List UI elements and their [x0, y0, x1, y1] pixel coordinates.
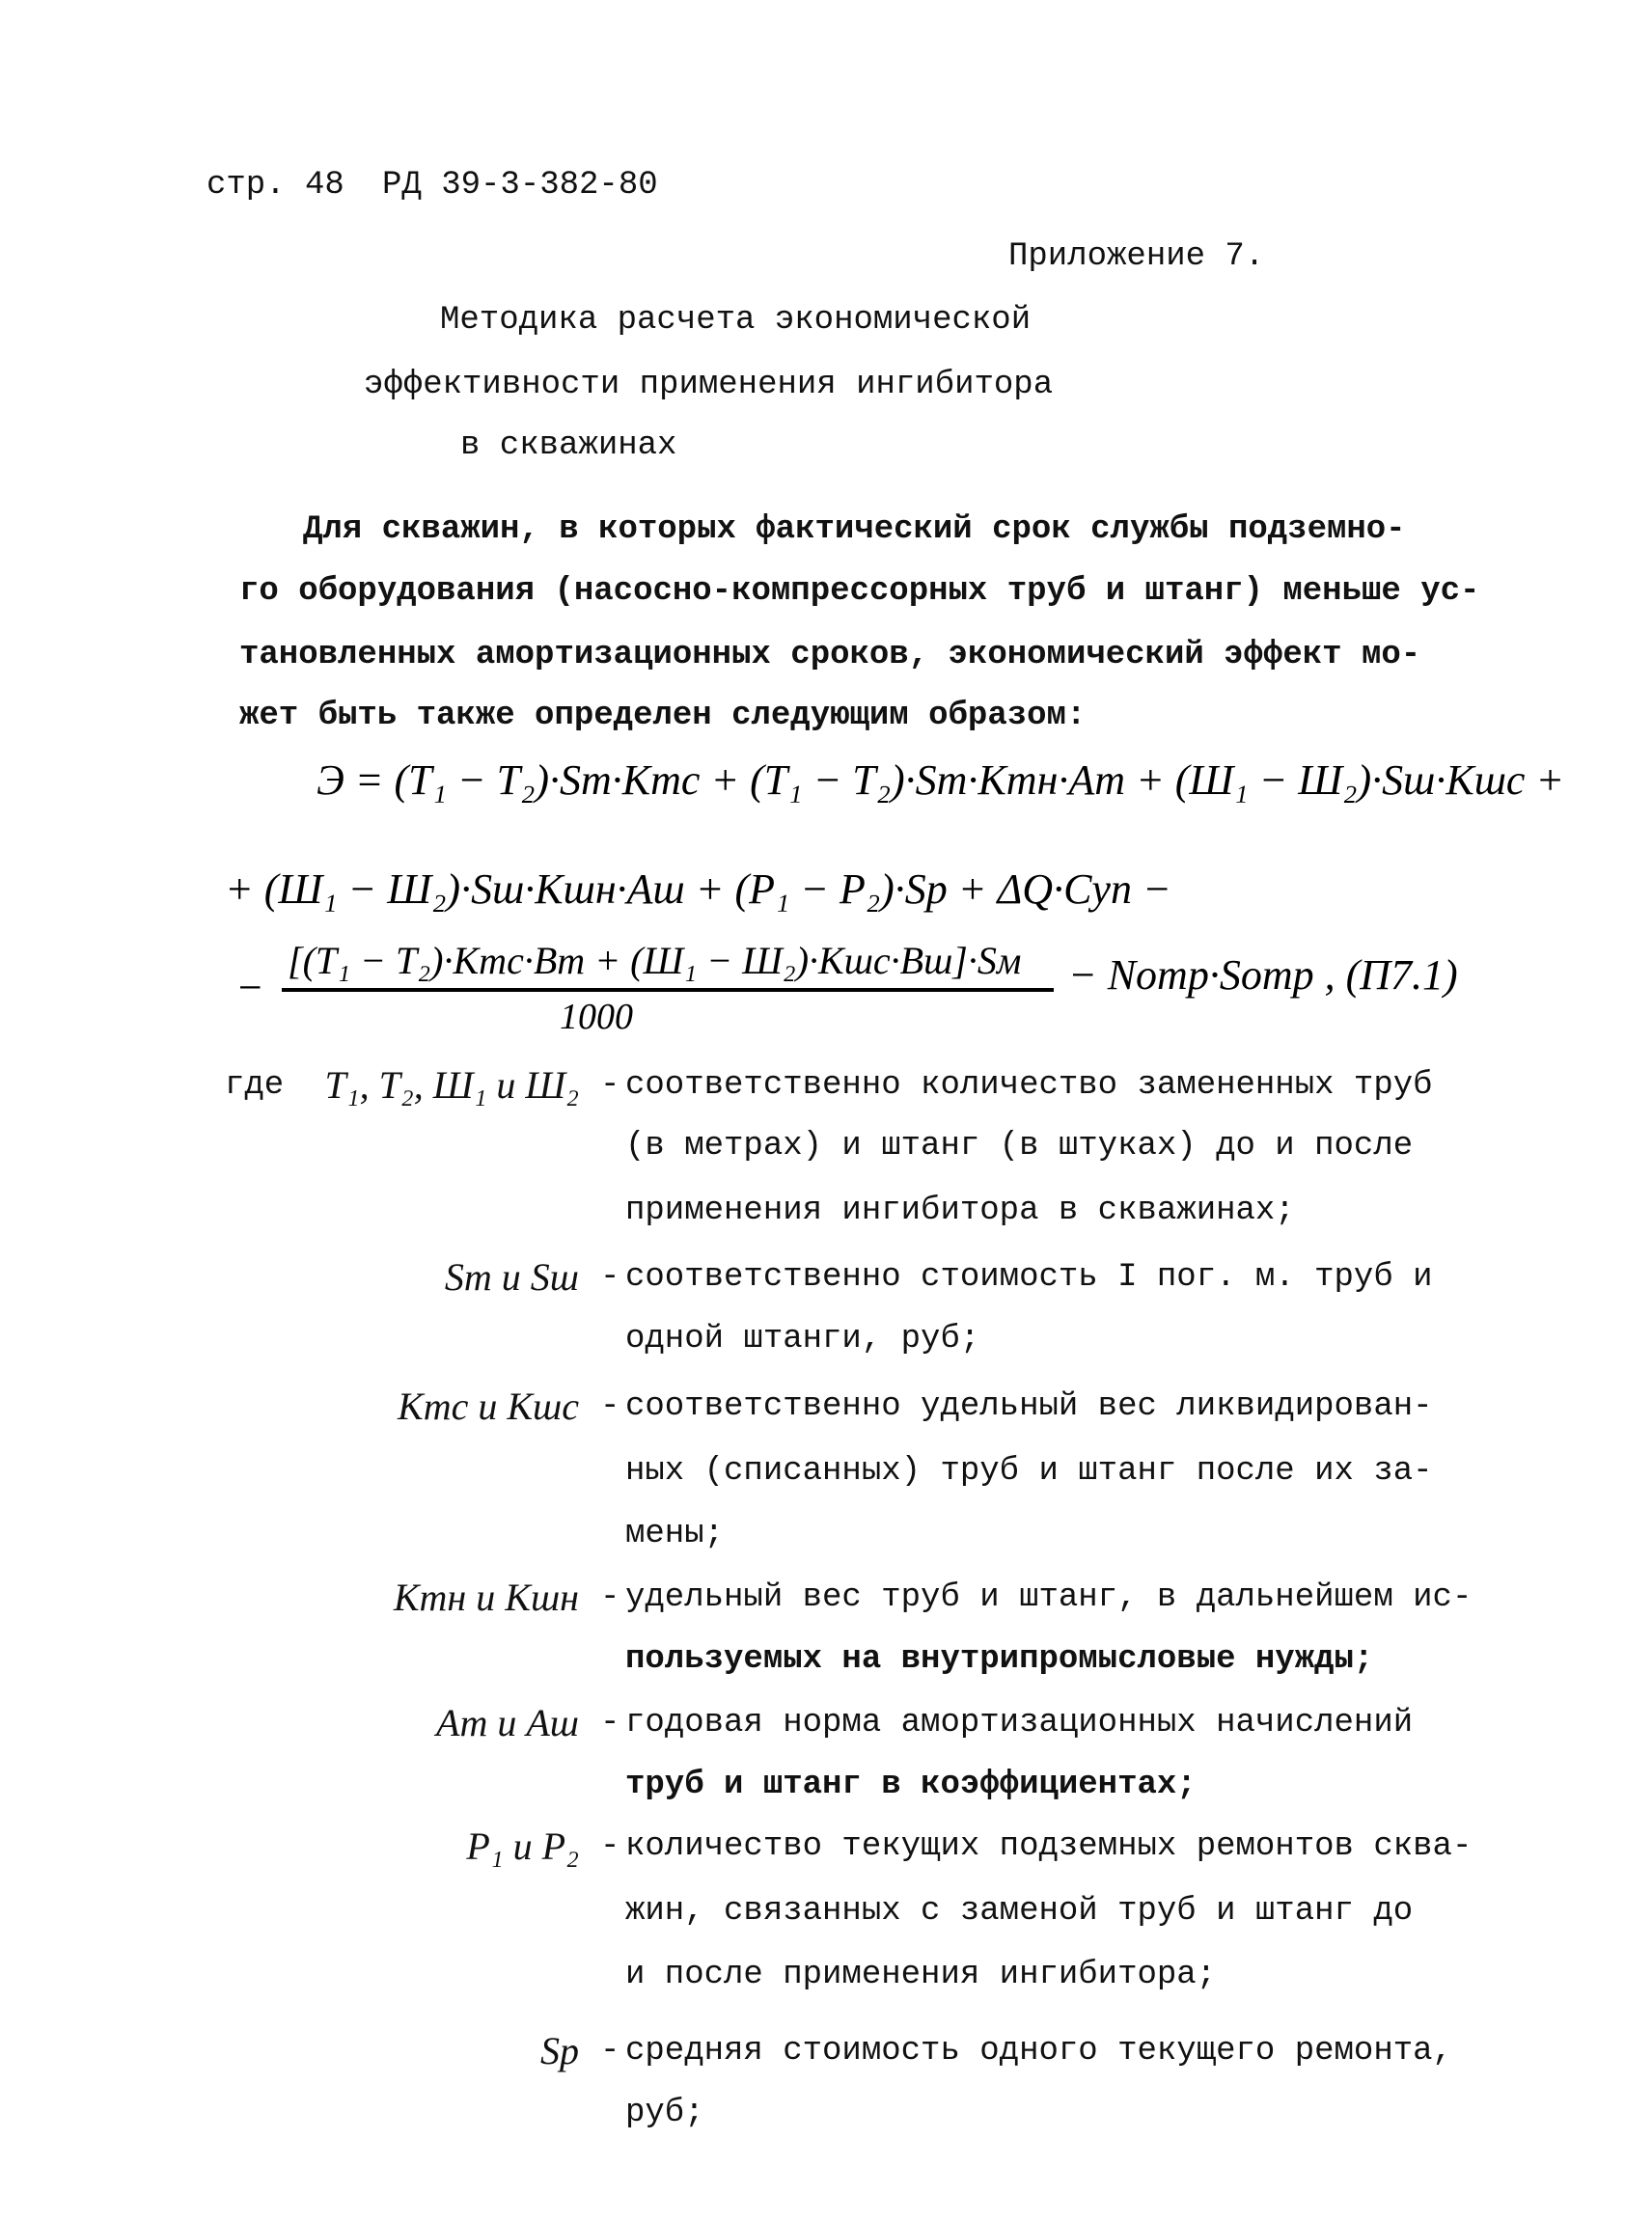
- definition-dash: -: [600, 1828, 620, 1865]
- definition-text: труб и штанг в коэффициентах;: [625, 1767, 1197, 1803]
- appendix-label: Приложение 7.: [1008, 238, 1265, 275]
- formula-line-2: + (Ш₁ − Ш₂)·Sш·Kшн·Aш + (P₁ − P₂)·Sр + ΔQ·Cуп −: [225, 865, 1171, 913]
- fraction-bar: [282, 988, 1054, 992]
- definition-dash: -: [600, 1579, 620, 1616]
- definition-symbol: Aт и Aш: [436, 1701, 579, 1744]
- definition-symbol: T₁, T₂, Ш₁ и Ш₂: [324, 1063, 579, 1107]
- definition-text: соответственно стоимость I пог. м. труб и: [625, 1259, 1433, 1296]
- definition-dash: -: [600, 1705, 620, 1742]
- definition-text: количество текущих подземных ремонтов сква-: [625, 1828, 1473, 1865]
- definition-symbol: Kтс и Kшс: [398, 1385, 579, 1428]
- definition-text: одной штанги, руб;: [625, 1321, 980, 1358]
- definition-text: применения ингибитора в скважинах;: [625, 1193, 1295, 1229]
- definition-dash: -: [600, 2033, 620, 2070]
- title-line-3: в скважинах: [460, 427, 677, 464]
- formula-fraction-minus: −: [235, 964, 264, 1011]
- definition-text: пользуемых на внутрипромысловые нужды;: [625, 1641, 1374, 1678]
- page-number: стр. 48: [206, 167, 344, 204]
- formula-line-1: Э = (T₁ − T₂)·Sт·Kтс + (T₁ − T₂)·Sт·Kтн·Aт + (Ш₁ − Ш₂)·Sш·Kшс +: [317, 756, 1565, 804]
- definition-dash: -: [600, 1067, 620, 1104]
- title-line-2: эффективности применения ингибитора: [364, 367, 1054, 403]
- document-code: РД 39-3-382-80: [382, 167, 658, 204]
- paragraph-line-2: го оборудования (насосно-компрессорных труб и штанг) меньше ус-: [239, 573, 1480, 610]
- where-label: где: [225, 1067, 285, 1104]
- definition-text: годовая норма амортизационных начислений: [625, 1705, 1414, 1742]
- definition-text: соответственно удельный вес ликвидирован-: [625, 1388, 1433, 1425]
- definition-text: руб;: [625, 2095, 704, 2131]
- definition-text: и после применения ингибитора;: [625, 1957, 1217, 1993]
- title-line-1: Методика расчета экономической: [440, 302, 1032, 339]
- definition-symbol: Sр: [540, 2029, 579, 2072]
- definition-symbol: Sт и Sш: [444, 1255, 579, 1299]
- paragraph-line-3: тановленных амортизационных сроков, экономический эффект мо-: [239, 637, 1421, 673]
- definition-text: соответственно количество замененных труб: [625, 1067, 1433, 1104]
- definition-dash: -: [600, 1388, 620, 1425]
- definition-text: удельный вес труб и штанг, в дальнейшем ис-: [625, 1579, 1473, 1616]
- definition-dash: -: [600, 1259, 620, 1296]
- formula-numerator: [(T₁ − T₂)·Kтс·Bт + (Ш₁ − Ш₂)·Kшс·Bш]·Sм: [288, 939, 1022, 982]
- definition-text: (в метрах) и штанг (в штуках) до и после: [625, 1128, 1414, 1165]
- definition-text: мены;: [625, 1516, 725, 1552]
- definition-symbol: P₁ и P₂: [466, 1824, 579, 1868]
- definition-text: жин, связанных с заменой труб и штанг до: [625, 1893, 1414, 1930]
- paragraph-line-4: жет быть также определен следующим образом:: [239, 698, 1087, 734]
- definition-symbol: Kтн и Kшн: [393, 1576, 579, 1619]
- formula-denominator: 1000: [560, 997, 633, 1037]
- definition-text: средняя стоимость одного текущего ремонта,: [625, 2033, 1452, 2070]
- definition-text: ных (списанных) труб и штанг после их за-: [625, 1453, 1433, 1490]
- paragraph-line-1: Для скважин, в которых фактический срок службы подземно-: [303, 511, 1406, 548]
- formula-tail: − Nотр·Sотр , (П7.1): [1068, 951, 1458, 999]
